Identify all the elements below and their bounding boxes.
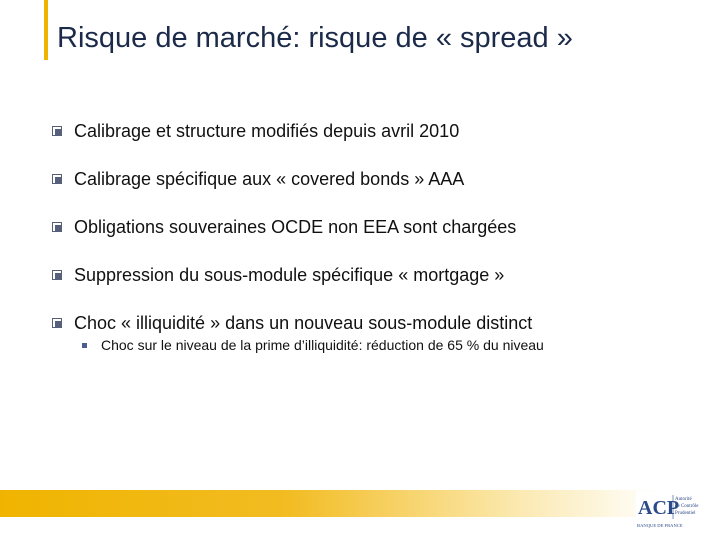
bullet-item <box>52 166 532 214</box>
acp-logo <box>636 491 708 531</box>
bullet-text: Calibrage spécifique aux « covered bonds » AAA <box>74 169 465 189</box>
sub-bullet-item <box>82 337 544 353</box>
square-bullet-icon <box>52 222 62 232</box>
logo-tagline-1: Autorité <box>675 497 692 502</box>
logo-tagline-3: Prudentiel <box>675 511 696 516</box>
logo-bottom-text: BANQUE DE FRANCE <box>637 523 683 528</box>
bullet-list <box>52 118 532 358</box>
bullet-text: Suppression du sous-module spécifique « mortgage » <box>74 265 505 285</box>
bullet-text: Calibrage et structure modifiés depuis avril 2010 <box>74 121 460 141</box>
bullet-text: Choc « illiquidité » dans un nouveau sous-module distinct <box>74 313 533 333</box>
square-bullet-icon <box>52 318 62 328</box>
square-bullet-icon <box>52 174 62 184</box>
bullet-text: Obligations souveraines OCDE non EEA sont chargées <box>74 217 517 237</box>
title-accent-bar <box>44 0 48 60</box>
bullet-item <box>52 214 532 262</box>
slide-title: Risque de marché: risque de « spread » <box>57 22 573 54</box>
logo-tagline-2: de Contrôle <box>675 504 699 509</box>
bullet-item <box>52 262 532 310</box>
small-square-bullet-icon <box>82 343 87 348</box>
logo-acp-text: ACP <box>638 497 680 519</box>
bullet-item <box>52 118 532 166</box>
sub-bullet-text: Choc sur le niveau de la prime d’illiquidité: réduction de 65 % du niveau <box>101 337 544 353</box>
square-bullet-icon <box>52 126 62 136</box>
footer-gradient-band <box>0 490 720 517</box>
square-bullet-icon <box>52 270 62 280</box>
